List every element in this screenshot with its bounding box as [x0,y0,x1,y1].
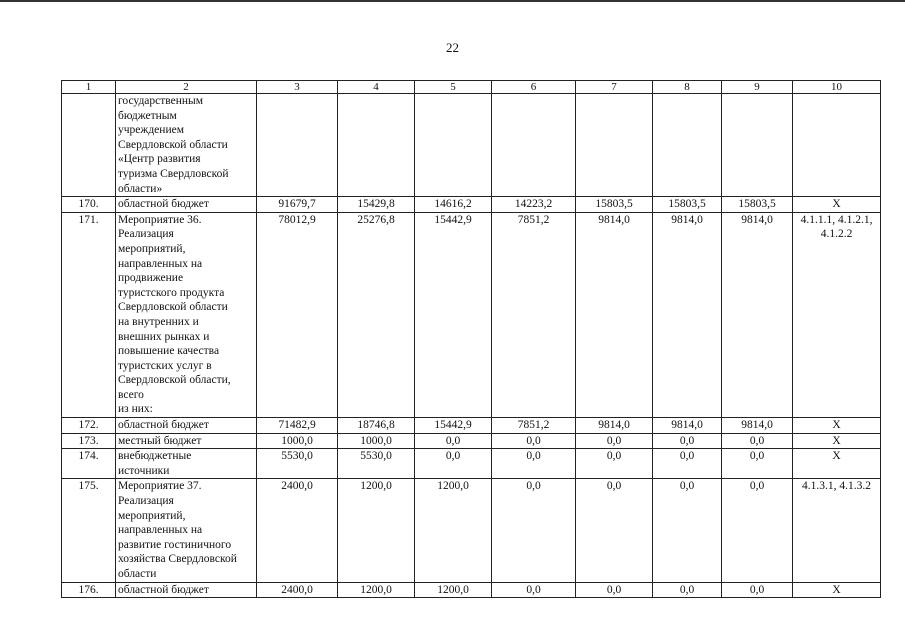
row-name: внебюджетные источники [116,449,257,479]
row-name: областной бюджет [116,418,257,434]
value-cell [415,94,492,197]
value-cell: 1200,0 [415,479,492,582]
value-cell: 0,0 [722,582,793,598]
value-cell: 0,0 [415,449,492,479]
value-cell: 0,0 [492,479,576,582]
table-row [62,94,881,197]
value-cell: 1200,0 [415,582,492,598]
column-header: 2 [116,81,257,94]
value-cell: 5530,0 [338,449,415,479]
value-cell: 15803,5 [576,197,653,213]
row-index: 176. [62,582,116,598]
value-cell: 15803,5 [722,197,793,213]
value-cell: 2400,0 [257,479,338,582]
row-index: 172. [62,418,116,434]
value-cell: 9814,0 [576,212,653,417]
target-code: X [793,418,881,434]
value-cell: 9814,0 [576,418,653,434]
column-header: 6 [492,81,576,94]
row-index [62,94,116,197]
value-cell: 5530,0 [257,449,338,479]
target-code: X [793,582,881,598]
value-cell: 0,0 [492,449,576,479]
budget-table [61,80,881,598]
value-cell: 0,0 [653,582,722,598]
value-cell [722,94,793,197]
value-cell: 14616,2 [415,197,492,213]
table-body [62,81,881,598]
target-code: X [793,449,881,479]
column-header: 3 [257,81,338,94]
column-header: 10 [793,81,881,94]
target-code: X [793,197,881,213]
value-cell: 9814,0 [653,212,722,417]
value-cell: 7851,2 [492,212,576,417]
top-border-line [0,0,905,2]
table-row [62,433,881,449]
value-cell [653,94,722,197]
row-name: областной бюджет [116,582,257,598]
value-cell: 9814,0 [722,212,793,417]
row-name: областной бюджет [116,197,257,213]
value-cell: 15442,9 [415,212,492,417]
column-header: 7 [576,81,653,94]
column-header: 1 [62,81,116,94]
value-cell: 15803,5 [653,197,722,213]
value-cell: 0,0 [653,479,722,582]
value-cell: 0,0 [722,479,793,582]
table-row [62,418,881,434]
column-header: 8 [653,81,722,94]
target-code: 4.1.3.1, 4.1.3.2 [793,479,881,582]
table-row [62,582,881,598]
table-row [62,212,881,417]
target-code [793,94,881,197]
value-cell: 0,0 [576,582,653,598]
row-name: Мероприятие 37. Реализация мероприятий, направленных на развитие гостиничного хозяйства Свердловской области [116,479,257,582]
value-cell: 18746,8 [338,418,415,434]
value-cell: 9814,0 [722,418,793,434]
table-row [62,197,881,213]
column-header: 4 [338,81,415,94]
value-cell: 0,0 [576,479,653,582]
value-cell: 71482,9 [257,418,338,434]
value-cell [576,94,653,197]
row-name: государственным бюджетным учреждением Свердловской области «Центр развития туризма Свердловской области» [116,94,257,197]
table-row [62,449,881,479]
row-index: 171. [62,212,116,417]
value-cell: 2400,0 [257,582,338,598]
row-name: Мероприятие 36. Реализация мероприятий, направленных на продвижение туристского продукта Свердловской области на внутренних и внешних рынках и повышение качества туристских услуг в Свердловской области, всего из них: [116,212,257,417]
value-cell: 1200,0 [338,479,415,582]
column-header: 9 [722,81,793,94]
value-cell: 0,0 [492,582,576,598]
value-cell: 1000,0 [257,433,338,449]
value-cell: 0,0 [722,433,793,449]
target-code: X [793,433,881,449]
value-cell: 78012,9 [257,212,338,417]
value-cell: 9814,0 [653,418,722,434]
table-row [62,479,881,582]
value-cell: 0,0 [722,449,793,479]
value-cell: 0,0 [653,449,722,479]
value-cell: 25276,8 [338,212,415,417]
row-index: 170. [62,197,116,213]
page-number: 22 [446,40,459,55]
value-cell: 0,0 [576,433,653,449]
target-code: 4.1.1.1, 4.1.2.1, 4.1.2.2 [793,212,881,417]
value-cell [492,94,576,197]
value-cell: 0,0 [492,433,576,449]
column-header-row [62,81,881,94]
row-index: 173. [62,433,116,449]
value-cell: 0,0 [576,449,653,479]
value-cell [257,94,338,197]
value-cell: 7851,2 [492,418,576,434]
column-header: 5 [415,81,492,94]
value-cell: 1200,0 [338,582,415,598]
value-cell: 15429,8 [338,197,415,213]
value-cell: 0,0 [415,433,492,449]
value-cell: 91679,7 [257,197,338,213]
row-index: 175. [62,479,116,582]
value-cell: 0,0 [653,433,722,449]
value-cell [338,94,415,197]
row-index: 174. [62,449,116,479]
value-cell: 14223,2 [492,197,576,213]
row-name: местный бюджет [116,433,257,449]
value-cell: 15442,9 [415,418,492,434]
value-cell: 1000,0 [338,433,415,449]
